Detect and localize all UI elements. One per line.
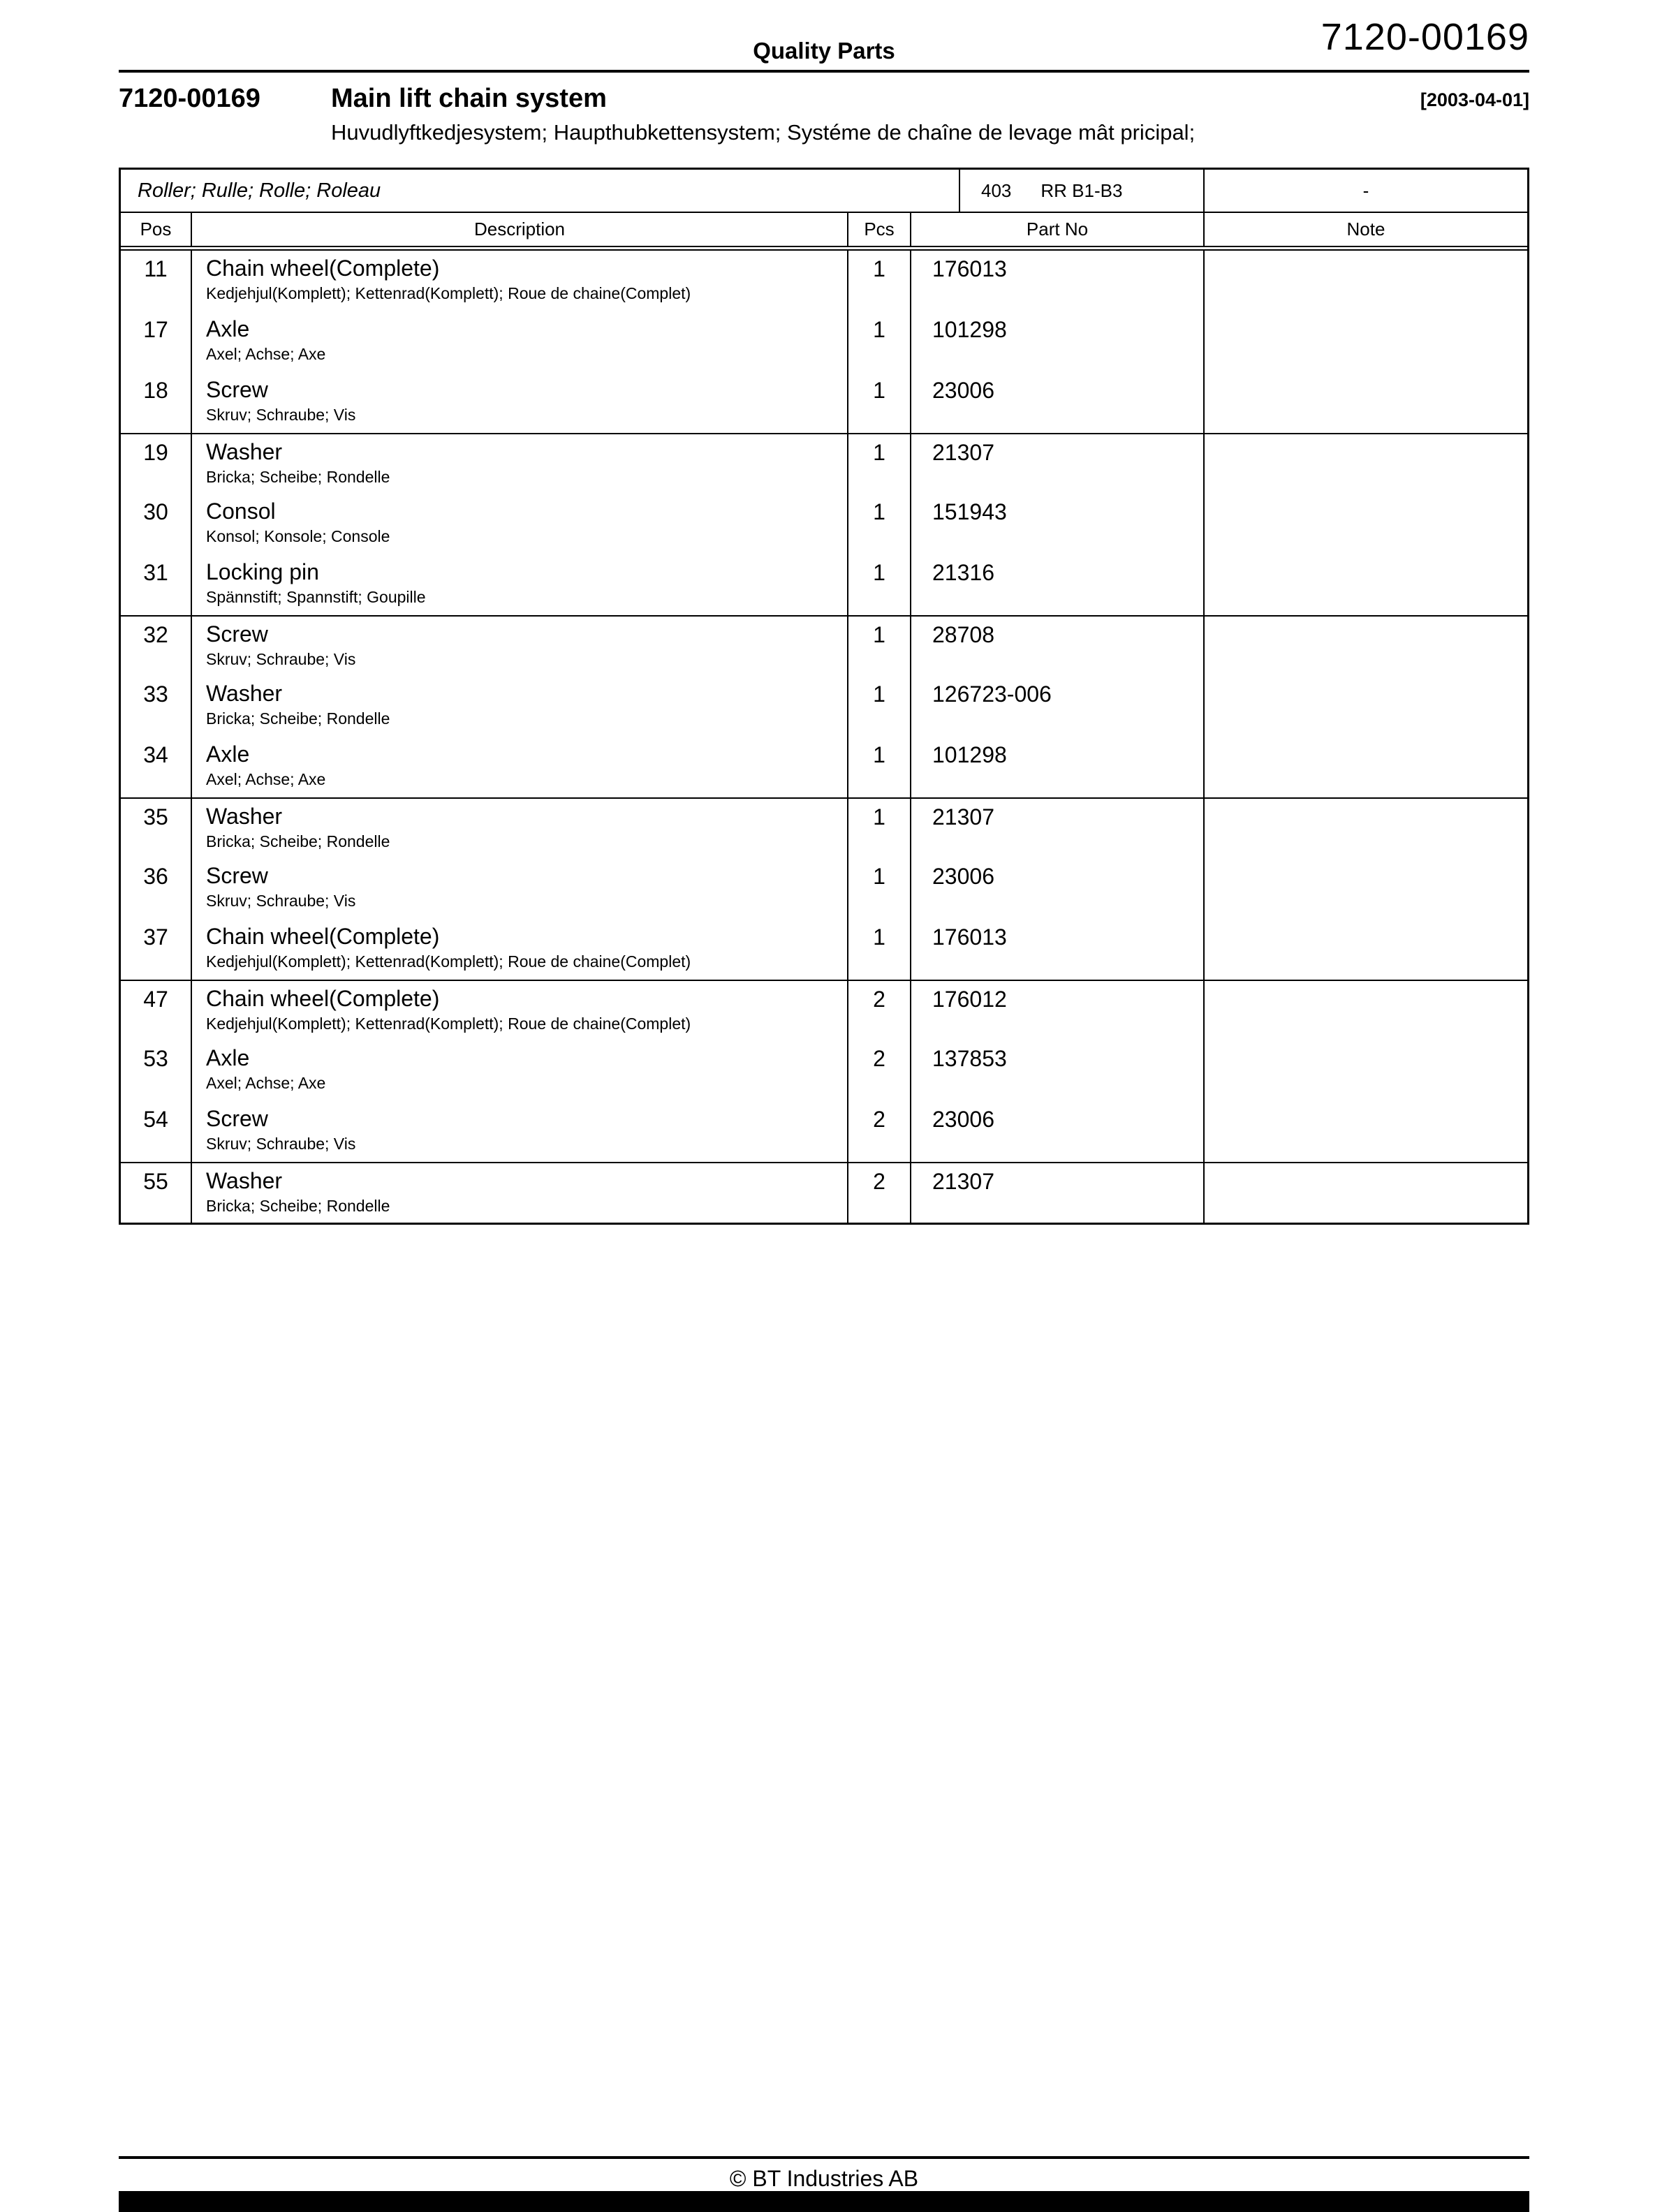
row-description: Chain wheel(Complete) bbox=[206, 986, 440, 1011]
row-description: Chain wheel(Complete) bbox=[206, 924, 440, 949]
table-row bbox=[121, 797, 1527, 858]
header-rule bbox=[119, 70, 1529, 73]
row-description-translations: Axel; Achse; Axe bbox=[206, 345, 326, 364]
row-description: Consol bbox=[206, 499, 276, 524]
parts-table-body bbox=[121, 251, 1527, 1223]
row-pos: 11 bbox=[144, 256, 168, 281]
row-partno: 151943 bbox=[910, 494, 1203, 554]
row-pcs: 2 bbox=[847, 1040, 910, 1101]
row-description: Washer bbox=[206, 1168, 283, 1193]
row-description: Screw bbox=[206, 377, 268, 402]
row-description-translations: Kedjehjul(Komplett); Kettenrad(Komplett); Roue de chaine(Complet) bbox=[206, 284, 691, 303]
table-row bbox=[121, 676, 1527, 737]
row-description-translations: Axel; Achse; Axe bbox=[206, 770, 326, 789]
table-row bbox=[121, 311, 1527, 372]
table-row bbox=[121, 615, 1527, 676]
row-pcs: 2 bbox=[847, 1163, 910, 1223]
parts-table bbox=[119, 168, 1529, 1225]
title-code: 7120-00169 bbox=[119, 84, 260, 113]
row-pcs: 1 bbox=[847, 858, 910, 919]
row-pcs: 2 bbox=[847, 981, 910, 1040]
table-row bbox=[121, 1101, 1527, 1162]
footer-bar bbox=[119, 2191, 1529, 2212]
row-pos: 47 bbox=[143, 987, 168, 1012]
table-section-row bbox=[121, 170, 1527, 213]
row-description-translations: Skruv; Schraube; Vis bbox=[206, 406, 356, 425]
row-description-translations: Skruv; Schraube; Vis bbox=[206, 892, 356, 910]
row-note bbox=[1203, 919, 1527, 980]
row-partno: 23006 bbox=[910, 1101, 1203, 1162]
row-note bbox=[1203, 494, 1527, 554]
column-header-pcs: Pcs bbox=[847, 213, 910, 246]
row-partno: 101298 bbox=[910, 737, 1203, 797]
row-description-cell bbox=[191, 1040, 847, 1101]
row-description-translations: Bricka; Scheibe; Rondelle bbox=[206, 709, 390, 728]
row-description-cell bbox=[191, 737, 847, 797]
row-partno: 101298 bbox=[910, 311, 1203, 372]
row-pos: 17 bbox=[143, 317, 168, 342]
footer-copyright: © BT Industries AB bbox=[729, 2166, 919, 2191]
row-description-cell bbox=[191, 1101, 847, 1162]
row-pos: 18 bbox=[143, 378, 168, 403]
row-partno: 21307 bbox=[910, 434, 1203, 494]
row-note bbox=[1203, 676, 1527, 737]
section-note: - bbox=[1203, 170, 1527, 212]
title-translations: Huvudlyftkedjesystem; Haupthubkettensystem; Systéme de chaîne de levage mât pricipal; bbox=[331, 120, 1196, 145]
row-pos: 30 bbox=[143, 499, 168, 524]
row-partno: 21316 bbox=[910, 554, 1203, 615]
row-description: Screw bbox=[206, 1106, 268, 1131]
row-description: Washer bbox=[206, 681, 283, 706]
row-note bbox=[1203, 251, 1527, 311]
title-date: [2003-04-01] bbox=[1420, 89, 1529, 110]
row-note bbox=[1203, 1101, 1527, 1162]
row-pos: 55 bbox=[143, 1169, 168, 1194]
row-description: Axle bbox=[206, 742, 250, 767]
row-description: Screw bbox=[206, 621, 268, 647]
row-pos: 32 bbox=[143, 622, 168, 647]
row-note bbox=[1203, 1040, 1527, 1101]
row-pos: 19 bbox=[143, 440, 168, 465]
table-row bbox=[121, 554, 1527, 615]
table-row bbox=[121, 251, 1527, 311]
row-description-cell bbox=[191, 919, 847, 980]
row-note bbox=[1203, 372, 1527, 433]
row-note bbox=[1203, 1163, 1527, 1223]
row-pos: 37 bbox=[143, 924, 168, 950]
row-description-translations: Skruv; Schraube; Vis bbox=[206, 650, 356, 669]
row-pos: 33 bbox=[143, 681, 168, 707]
row-partno: 28708 bbox=[910, 617, 1203, 676]
row-partno: 23006 bbox=[910, 858, 1203, 919]
row-pcs: 1 bbox=[847, 799, 910, 858]
table-row bbox=[121, 858, 1527, 919]
footer-rule bbox=[119, 2156, 1529, 2159]
row-pos: 36 bbox=[143, 864, 168, 889]
row-description-translations: Bricka; Scheibe; Rondelle bbox=[206, 1197, 390, 1216]
row-partno: 23006 bbox=[910, 372, 1203, 433]
row-description: Chain wheel(Complete) bbox=[206, 256, 440, 281]
row-pcs: 1 bbox=[847, 919, 910, 980]
row-pcs: 1 bbox=[847, 617, 910, 676]
row-note bbox=[1203, 858, 1527, 919]
row-note bbox=[1203, 799, 1527, 858]
table-row bbox=[121, 494, 1527, 554]
table-row bbox=[121, 433, 1527, 494]
row-description: Axle bbox=[206, 316, 250, 341]
row-description: Axle bbox=[206, 1045, 250, 1070]
row-description-translations: Skruv; Schraube; Vis bbox=[206, 1135, 356, 1153]
row-description-translations: Konsol; Konsole; Console bbox=[206, 527, 390, 546]
section-title: Roller; Rulle; Rolle; Roleau bbox=[138, 179, 381, 202]
row-description-cell bbox=[191, 311, 847, 372]
row-pos: 35 bbox=[143, 804, 168, 830]
section-ref: RR B1-B3 bbox=[1040, 179, 1123, 201]
table-row bbox=[121, 372, 1527, 433]
section-ref-cell bbox=[959, 170, 1203, 212]
row-description-cell bbox=[191, 434, 847, 494]
table-row bbox=[121, 919, 1527, 980]
row-pcs: 1 bbox=[847, 737, 910, 797]
row-note bbox=[1203, 554, 1527, 615]
column-header-partno: Part No bbox=[910, 213, 1203, 246]
row-partno: 21307 bbox=[910, 799, 1203, 858]
row-pcs: 1 bbox=[847, 434, 910, 494]
row-description-translations: Bricka; Scheibe; Rondelle bbox=[206, 468, 390, 487]
row-pos: 53 bbox=[143, 1046, 168, 1071]
row-note bbox=[1203, 981, 1527, 1040]
row-pcs: 1 bbox=[847, 554, 910, 615]
row-pos: 34 bbox=[143, 742, 168, 767]
row-description-cell bbox=[191, 676, 847, 737]
row-partno: 176012 bbox=[910, 981, 1203, 1040]
row-description-cell bbox=[191, 858, 847, 919]
row-description-translations: Kedjehjul(Komplett); Kettenrad(Komplett); Roue de chaine(Complet) bbox=[206, 952, 691, 971]
row-description: Locking pin bbox=[206, 559, 319, 584]
row-note bbox=[1203, 617, 1527, 676]
row-description-cell bbox=[191, 494, 847, 554]
row-partno: 176013 bbox=[910, 251, 1203, 311]
table-row bbox=[121, 1040, 1527, 1101]
row-description-cell bbox=[191, 251, 847, 311]
row-pcs: 1 bbox=[847, 676, 910, 737]
row-description-cell bbox=[191, 1163, 847, 1223]
row-pcs: 1 bbox=[847, 372, 910, 433]
row-partno: 126723-006 bbox=[910, 676, 1203, 737]
row-description-translations: Spännstift; Spannstift; Goupille bbox=[206, 588, 426, 607]
column-header-note: Note bbox=[1203, 213, 1527, 246]
row-pcs: 2 bbox=[847, 1101, 910, 1162]
header-doc-number: 7120-00169 bbox=[1321, 16, 1529, 58]
row-description-cell bbox=[191, 372, 847, 433]
row-pcs: 1 bbox=[847, 494, 910, 554]
row-partno: 21307 bbox=[910, 1163, 1203, 1223]
page-title: Main lift chain system bbox=[331, 84, 607, 113]
row-description: Screw bbox=[206, 863, 268, 888]
row-pos: 54 bbox=[143, 1107, 168, 1132]
row-partno: 137853 bbox=[910, 1040, 1203, 1101]
row-description: Washer bbox=[206, 439, 283, 464]
row-pcs: 1 bbox=[847, 311, 910, 372]
column-header-pos: Pos bbox=[140, 219, 172, 239]
table-row bbox=[121, 1162, 1527, 1223]
row-note bbox=[1203, 737, 1527, 797]
row-pcs: 1 bbox=[847, 251, 910, 311]
row-pos: 31 bbox=[143, 560, 168, 585]
row-description-translations: Bricka; Scheibe; Rondelle bbox=[206, 832, 390, 851]
table-row bbox=[121, 737, 1527, 797]
table-column-headers bbox=[121, 213, 1527, 251]
row-description-cell bbox=[191, 799, 847, 858]
row-description-translations: Axel; Achse; Axe bbox=[206, 1074, 326, 1093]
row-note bbox=[1203, 311, 1527, 372]
row-partno: 176013 bbox=[910, 919, 1203, 980]
row-description-cell bbox=[191, 981, 847, 1040]
row-note bbox=[1203, 434, 1527, 494]
row-description-translations: Kedjehjul(Komplett); Kettenrad(Komplett); Roue de chaine(Complet) bbox=[206, 1015, 691, 1033]
row-description: Washer bbox=[206, 804, 283, 829]
row-description-cell bbox=[191, 617, 847, 676]
row-description-cell bbox=[191, 554, 847, 615]
section-code: 403 bbox=[981, 179, 1012, 201]
header-brand: Quality Parts bbox=[753, 38, 895, 64]
column-header-description: Description bbox=[191, 213, 847, 246]
table-row bbox=[121, 980, 1527, 1040]
